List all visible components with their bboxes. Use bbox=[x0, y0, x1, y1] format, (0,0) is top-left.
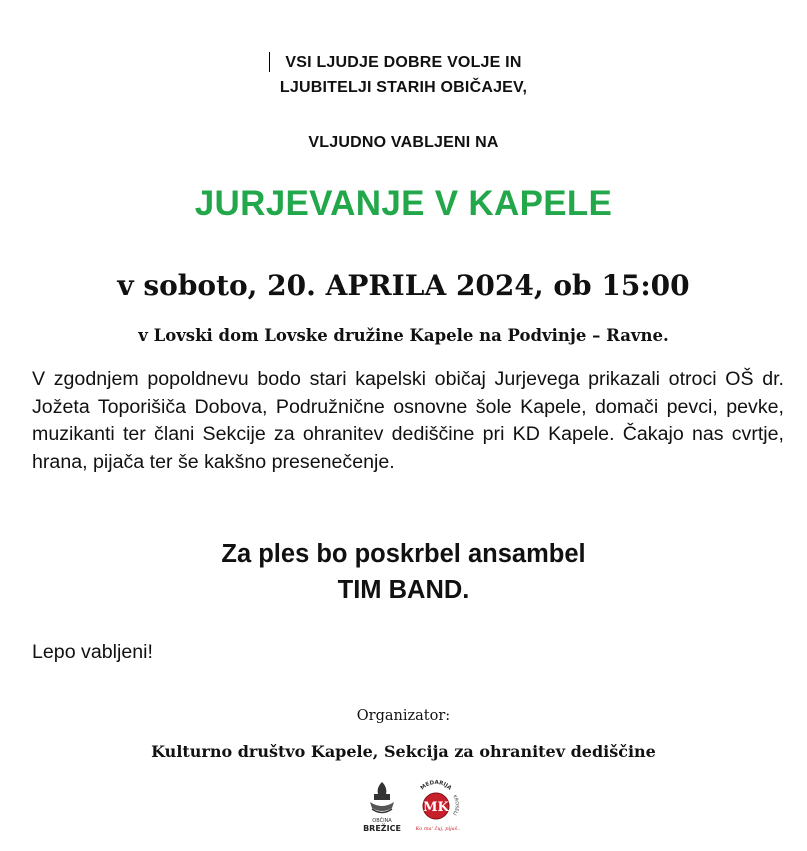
svg-text:MEDARIJA bbox=[420, 780, 453, 792]
svg-text:KROSELJ bbox=[451, 794, 459, 816]
event-location: v Lovski dom Lovske družine Kapele na Podvinje – Ravne. bbox=[138, 326, 669, 345]
mk-arc-text: MEDARIJA bbox=[419, 779, 453, 792]
organizer-name: Kulturno društvo Kapele, Sekcija za ohranitev dediščine bbox=[151, 742, 656, 761]
dance-line-1: Za ples bo poskrbel ansambel bbox=[221, 540, 586, 568]
medarija-logo bbox=[408, 778, 464, 834]
closing-greeting: Lepo vabljeni! bbox=[32, 641, 153, 663]
organizer-label: Organizator: bbox=[356, 708, 451, 724]
invitation-line-3: VLJUDNO VABLJENI NA bbox=[308, 134, 499, 151]
brezice-top-text: OBČINA bbox=[372, 818, 392, 824]
dance-line-2: TIM BAND. bbox=[337, 576, 470, 604]
medarija-badge-icon bbox=[408, 778, 464, 834]
mk-letters: MK bbox=[423, 800, 449, 815]
brezice-name-text: BREŽICE bbox=[363, 824, 401, 833]
mk-arc-text-2: KROSELJ bbox=[451, 794, 459, 816]
event-description: V zgodnjem popoldnevu bodo stari kapelski običaj Jurjevega prikazali otroci OŠ dr. Jožeta Toporišiča Dobova, Podružnične osnovne šole Kapele, domači pevci, pevke, muzikanti ter člani Sekcije za ohranitev dediščine pri KD Kapele. Čakajo nas cvrtje, hrana, pijača ter še kakšno presenečenje. bbox=[32, 368, 784, 473]
invitation-line-1: VSI LJUDJE DOBRE VOLJE IN bbox=[285, 54, 522, 71]
brezice-crest-icon bbox=[360, 778, 404, 834]
sponsor-logos bbox=[360, 778, 470, 834]
event-title: JURJEVANJE V KAPELE bbox=[194, 184, 613, 223]
invitation-line-2: LJUBITELJI STARIH OBIČAJEV, bbox=[279, 79, 528, 96]
brezice-logo bbox=[360, 778, 404, 834]
event-date: v soboto, 20. APRILA 2024, ob 15:00 bbox=[117, 269, 690, 302]
mk-slogan: Ko ma' čuj, pijaš.. bbox=[415, 826, 461, 832]
